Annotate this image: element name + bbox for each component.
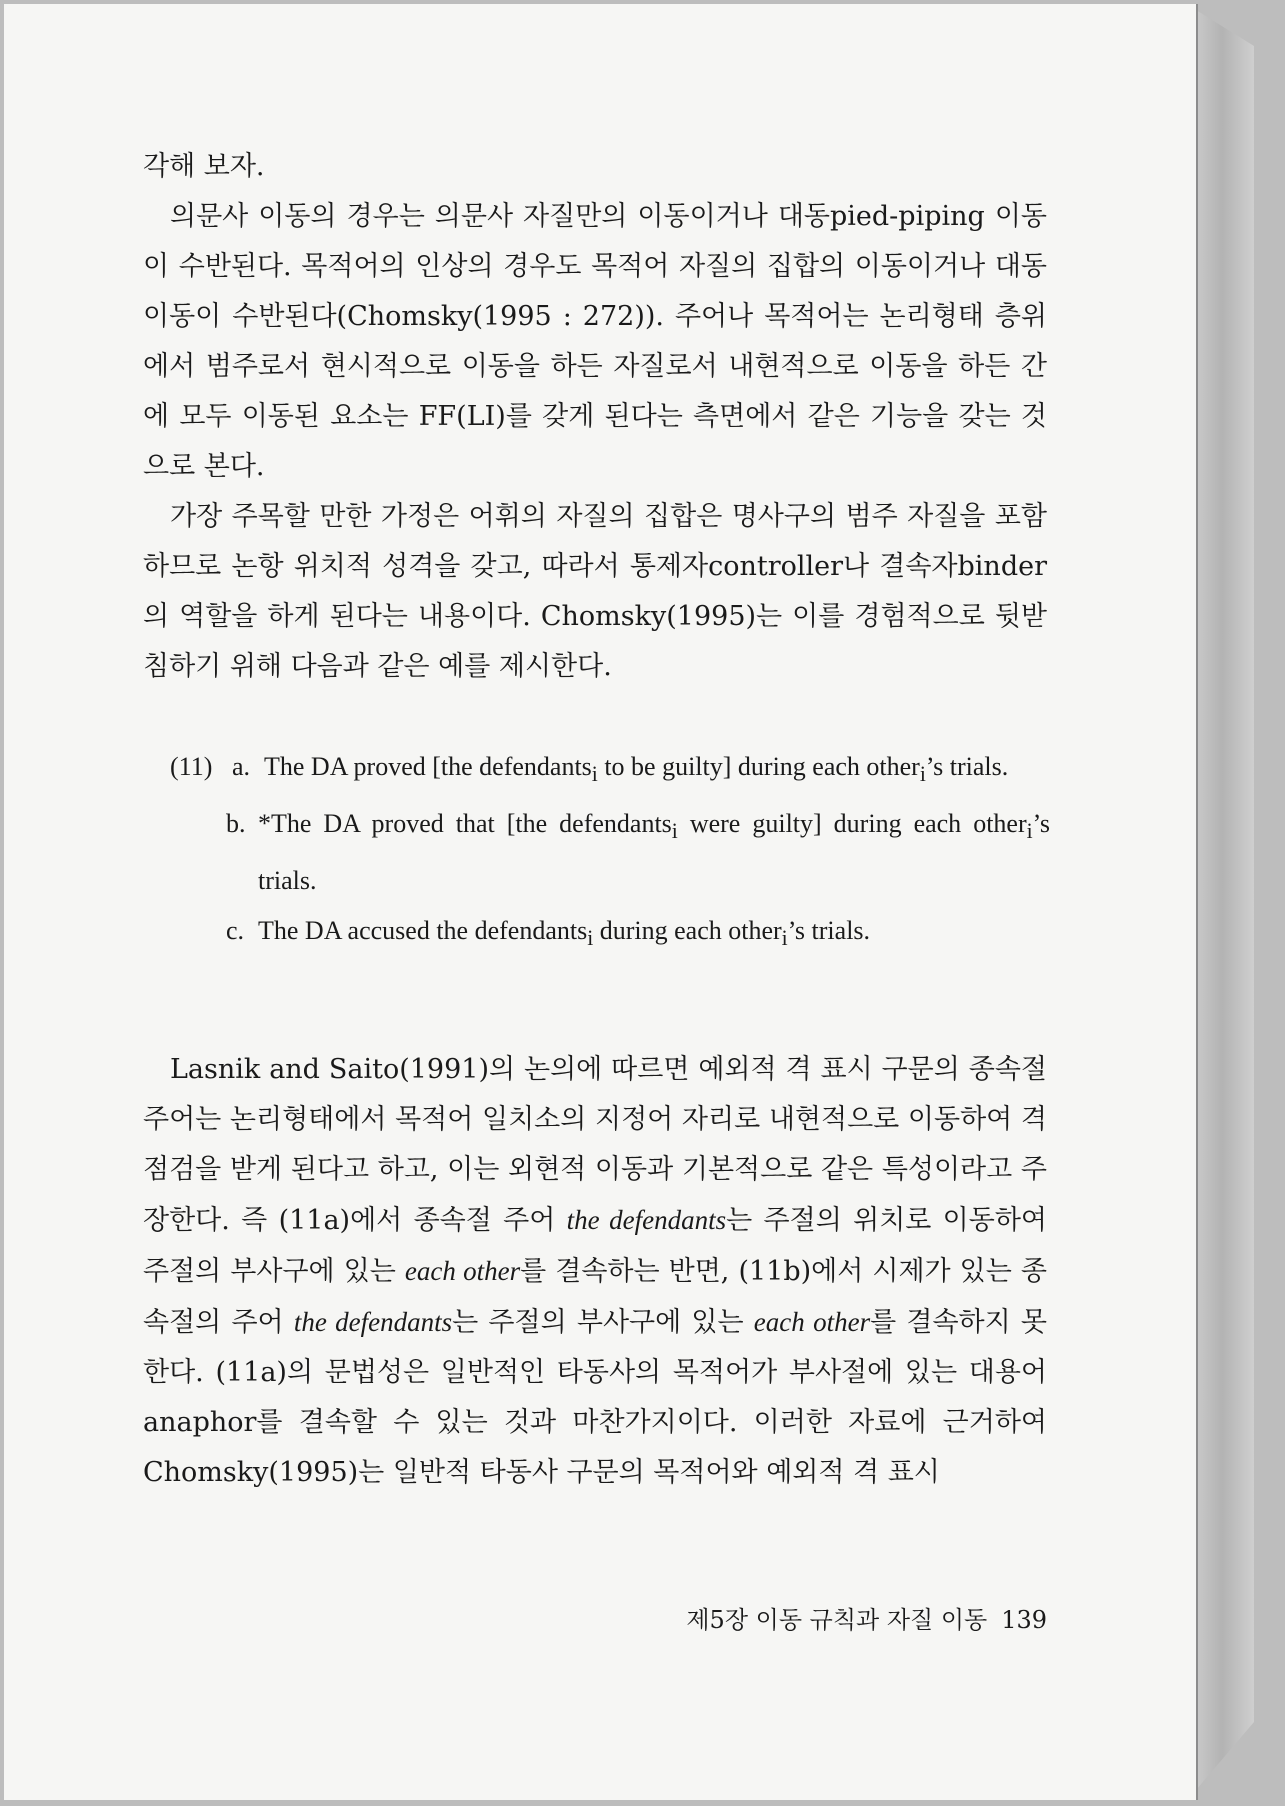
paragraph-feature-set: 가장 주목할 만한 가정은 어휘의 자질의 집합은 명사구의 범주 자질을 포함하므로 논항 위치적 성격을 갖고, 따라서 통제자controller나 결속자binder의 역할을 하게 된다는 내용이다. Chomsky(1995)는 이를 경험적으로 뒷받침하기 위해 다음과 같은 예를 제시한다. xyxy=(143,501,1047,682)
book-page xyxy=(4,4,1196,1800)
paragraph-continuation: 각해 보자. xyxy=(143,151,265,182)
example-a xyxy=(170,742,1050,799)
example-text-a: The DA proved [the defendants$_i$ to be guilty] during each other$_i$’s trials. xyxy=(264,752,1009,787)
example-block xyxy=(170,742,1050,964)
italic-each-other-2: each other xyxy=(753,1307,871,1337)
book-spine xyxy=(1196,10,1254,1790)
example-letter-a: a. xyxy=(232,752,251,781)
body-text-bottom xyxy=(143,1045,1047,1498)
paragraph-wh-movement: 의문사 이동의 경우는 의문사 자질만의 이동이거나 대동pied-piping 이동이 수반된다. 목적어의 인상의 경우도 목적어 자질의 집합의 이동이거나 대동 이동이 수반된다(Chomsky(1995 : 272)). 주어나 목적어는 논리형태 층위에서 범주로서 현시적으로 이동을 하든 자질로서 내현적으로 이동을 하든 간에 모두 이동된 요소는 FF(LI)를 갖게 된다는 측면에서 같은 기능을 갖는 것으로 본다. xyxy=(143,201,1047,482)
paragraph-lasnik-saito: Lasnik and Saito(1991)의 논의에 따르면 예외적 격 표시 구문의 종속절 주어는 논리형태에서 목적어 일치소의 지정어 자리로 내현적으로 이동하여 격 점검을 받게 된다고 하고, 이는 외현적 이동과 기본적으로 같은 특성이라고 주장한다. 즉 (11a)에서 종속절 주어 the defendants는 주절의 위치로 이동하여 주절의 부사구에 있는 each other를 결속하는 반면, (11b)에서 시제가 있는 종속절의 주어 the defendants는 주절의 부사구에 있는 each other를 결속하지 못한다. (11a)의 문법성은 일반적인 타동사의 목적어가 부사절에 있는 대용어anaphor를 결속할 수 있는 것과 마찬가지이다. 이러한 자료에 근거하여 Chomsky(1995)는 일반적 타동사 구문의 목적어와 예외적 격 표시 xyxy=(143,1054,1048,1488)
example-letter-b: b. xyxy=(226,809,246,839)
page-footer xyxy=(604,1600,1047,1635)
chapter-title: 제5장 이동 규칙과 자질 이동 xyxy=(686,1606,988,1634)
body-text-top xyxy=(143,142,1047,692)
page-number: 139 xyxy=(1001,1606,1047,1634)
example-text-c: The DA accused the defendants$_i$ during each other$_i$’s trials. xyxy=(258,916,871,951)
example-letter-c: c. xyxy=(226,916,245,946)
italic-the-defendants: the defendants xyxy=(566,1205,727,1235)
italic-the-defendants-2: the defendants xyxy=(293,1307,453,1337)
example-text-b: *The DA proved that [the defendants$_i$ were guilty] during each other$_i$’s trials. xyxy=(258,809,1050,896)
example-c xyxy=(170,906,1050,963)
italic-each-other: each other xyxy=(404,1256,521,1286)
example-number: (11) xyxy=(170,752,213,781)
example-b xyxy=(170,799,1050,906)
